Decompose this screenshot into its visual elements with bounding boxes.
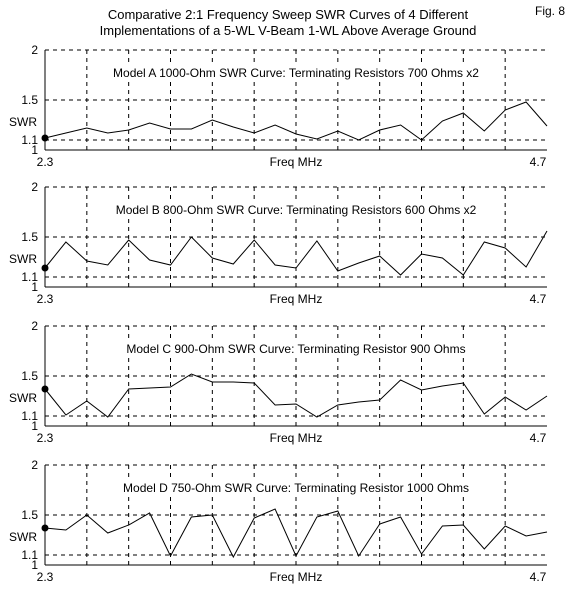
y-tick-label: 1.5	[21, 369, 38, 383]
y-tick-label: 2	[31, 180, 38, 194]
chart-title: Model D 750-Ohm SWR Curve: Terminating Resistor 1000 Ohms	[123, 481, 469, 495]
series-start-marker	[42, 135, 49, 142]
y-axis-label: SWR	[9, 391, 37, 405]
chart-title: Model A 1000-Ohm SWR Curve: Terminating Resistors 700 Ohms x2	[113, 66, 479, 80]
y-tick-label: 1.5	[21, 508, 38, 522]
y-tick-label: 1.5	[21, 230, 38, 244]
figure-label: Fig. 8	[534, 4, 565, 18]
x-axis-label: Freq MHz	[269, 155, 323, 169]
y-tick-label: 1.1	[21, 133, 38, 147]
y-tick-label: 1	[31, 419, 38, 433]
series-start-marker	[42, 386, 49, 393]
y-tick-label: 1	[31, 143, 38, 157]
x-tick-label: 4.7	[529, 292, 547, 306]
chart-panel-2	[9, 180, 547, 306]
x-tick-label: 4.7	[529, 155, 547, 169]
x-tick-label: 2.3	[36, 431, 54, 445]
figure-title-line-1: Comparative 2:1 Frequency Sweep SWR Curves of 4 Different	[107, 7, 469, 22]
y-axis-label: SWR	[9, 115, 37, 129]
y-tick-label: 2	[31, 43, 38, 57]
y-tick-label: 1	[31, 280, 38, 294]
y-tick-label: 1.5	[21, 93, 38, 107]
chart-title: Model B 800-Ohm SWR Curve: Terminating Resistors 600 Ohms x2	[115, 203, 477, 217]
x-tick-label: 4.7	[529, 431, 547, 445]
figure-title-line-2: Implementations of a 5-WL V-Beam 1-WL Above Average Ground	[99, 23, 477, 38]
y-axis-label: SWR	[9, 530, 37, 544]
y-tick-label: 1.1	[21, 270, 38, 284]
chart-panels	[9, 43, 547, 584]
series-start-marker	[42, 525, 49, 532]
y-tick-label: 1.1	[21, 548, 38, 562]
chart-title: Model C 900-Ohm SWR Curve: Terminating Resistor 900 Ohms	[126, 342, 466, 356]
x-axis-label: Freq MHz	[269, 570, 323, 584]
x-tick-label: 2.3	[36, 292, 54, 306]
x-tick-label: 2.3	[36, 570, 54, 584]
x-tick-label: 4.7	[529, 570, 547, 584]
x-axis-label: Freq MHz	[269, 431, 323, 445]
y-axis-label: SWR	[9, 252, 37, 266]
y-tick-label: 2	[31, 319, 38, 333]
y-tick-label: 2	[31, 458, 38, 472]
y-tick-label: 1.1	[21, 409, 38, 423]
x-axis-label: Freq MHz	[269, 292, 323, 306]
series-line	[45, 374, 547, 417]
x-tick-label: 2.3	[36, 155, 54, 169]
series-start-marker	[42, 265, 49, 272]
chart-panel-3	[9, 319, 547, 445]
chart-panel-4	[9, 458, 547, 584]
chart-panel-1	[9, 43, 547, 169]
y-tick-label: 1	[31, 558, 38, 572]
